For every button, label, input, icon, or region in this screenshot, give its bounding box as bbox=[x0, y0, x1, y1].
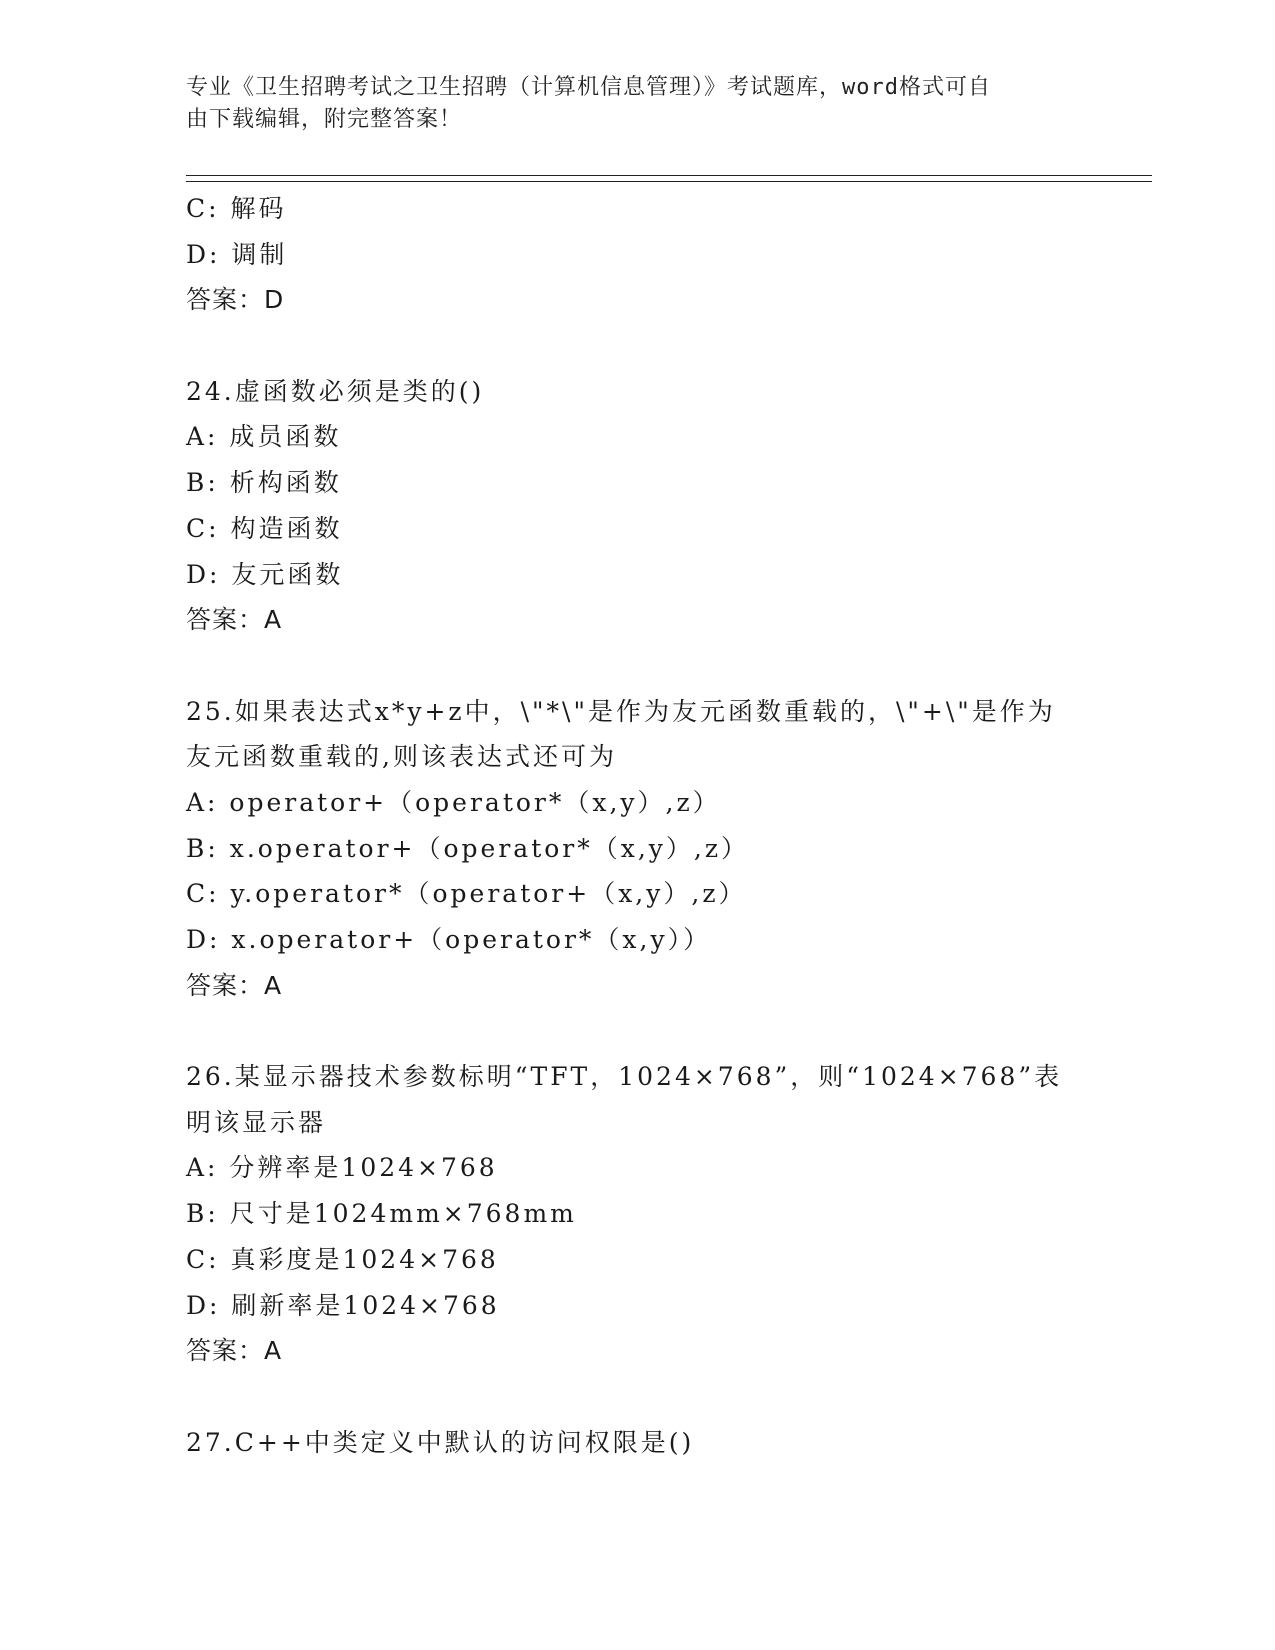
spacer bbox=[186, 643, 1086, 689]
question-text-line-1: 26.某显示器技术参数标明“TFT，1024×768”，则“1024×768”表 bbox=[186, 1062, 1063, 1092]
spacer bbox=[186, 323, 1086, 369]
option-d: D: 友元函数 bbox=[186, 559, 344, 589]
option-c: C: y.operator*（operator+（x,y）,z） bbox=[186, 879, 747, 909]
question-27 bbox=[186, 1420, 1086, 1466]
question-24 bbox=[186, 369, 1086, 643]
option-d: D: x.operator+（operator*（x,y）） bbox=[186, 925, 712, 954]
answer: 答案：A bbox=[186, 605, 283, 635]
option-d: D: 刷新率是1024×768 bbox=[186, 1290, 500, 1320]
header-line-2: 由下载编辑，附完整答案！ bbox=[186, 107, 463, 132]
option-a: A: 分辨率是1024×768 bbox=[186, 1153, 498, 1183]
question-26 bbox=[186, 1054, 1086, 1374]
answer: 答案：D bbox=[186, 285, 285, 315]
document-header bbox=[186, 72, 1066, 136]
option-c: C: 真彩度是1024×768 bbox=[186, 1244, 499, 1274]
answer: 答案：A bbox=[186, 970, 283, 1000]
question-list bbox=[186, 186, 1086, 1465]
option-b: B: 尺寸是1024mm×768mm bbox=[186, 1199, 577, 1229]
option-a: A: 成员函数 bbox=[186, 422, 342, 452]
header-divider-top bbox=[186, 175, 1152, 176]
question-25 bbox=[186, 689, 1086, 1009]
question-text-line-2: 友元函数重载的,则该表达式还可为 bbox=[186, 742, 617, 772]
answer: 答案：A bbox=[186, 1336, 283, 1366]
spacer bbox=[186, 1374, 1086, 1420]
spacer bbox=[186, 1008, 1086, 1054]
header-divider-bottom bbox=[186, 181, 1152, 182]
header-line-1: 专业《卫生招聘考试之卫生招聘（计算机信息管理）》考试题库，word格式可自 bbox=[186, 75, 991, 100]
question-23-tail bbox=[186, 186, 1086, 323]
option-c: C: 解码 bbox=[186, 194, 287, 223]
option-a: A: operator+（operator*（x,y）,z） bbox=[186, 787, 721, 817]
option-b: B: x.operator+（operator*（x,y）,z） bbox=[186, 833, 750, 863]
question-text-line-1: 25.如果表达式x*y+z中，\"*\"是作为友元函数重载的，\"+\"是作为 bbox=[186, 696, 1056, 726]
option-c: C: 构造函数 bbox=[186, 513, 343, 543]
question-text: 24.虚函数必须是类的() bbox=[186, 376, 485, 406]
question-text-line-2: 明该显示器 bbox=[186, 1107, 327, 1137]
question-text: 27.C++中类定义中默认的访问权限是() bbox=[186, 1427, 695, 1457]
option-b: B: 析构函数 bbox=[186, 468, 342, 498]
option-d: D: 调制 bbox=[186, 239, 288, 269]
